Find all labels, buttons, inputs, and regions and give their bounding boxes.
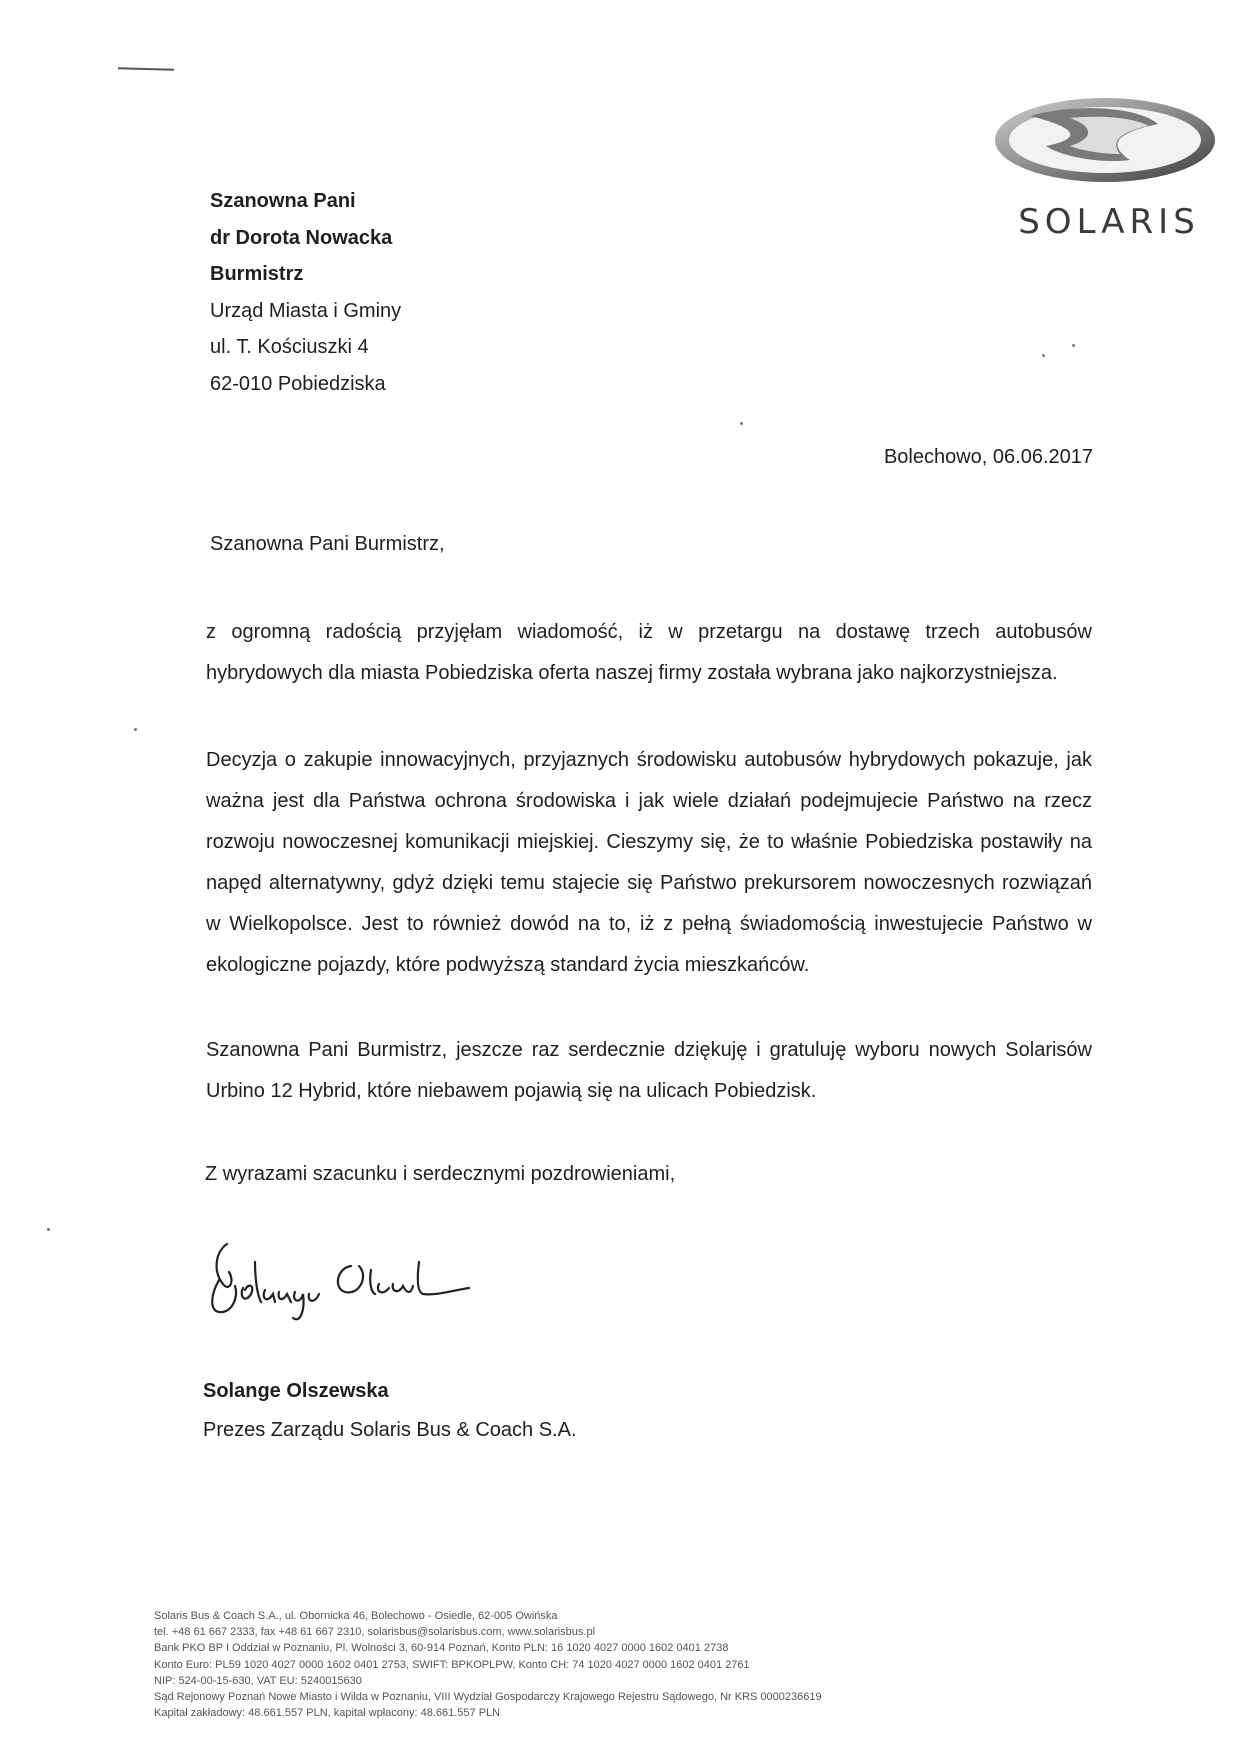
scan-artifact-dot	[740, 422, 743, 425]
company-footer	[154, 1608, 822, 1721]
footer-line: tel. +48 61 667 2333, fax +48 61 667 2310, solarisbus@solarisbus.com, www.solarisbus.pl	[154, 1626, 596, 1639]
signer-block	[203, 1372, 577, 1450]
body-paragraph-2: Decyzja o zakupie innowacyjnych, przyjaznych środowisku autobusów hybrydowych pokazuje, jak ważna jest dla Państwa ochrona środowiska i jak wiele działań podejmujecie Państwo na rzecz rozwoju nowoczesnej komunikacji miejskiej. Cieszymy się, że to właśnie Pobiedziska postawiły na napęd alternatywny, gdyż dzięki temu stajecie się Państwo prekursorem nowoczesnych rozwiązań w Wielkopolsce. Jest to również dowód na to, iż z pełną świadomością inwestujecie Państwo w ekologiczne pojazdy, które podwyższą standard życia mieszkańców.	[206, 749, 1092, 976]
handwritten-signature	[205, 1232, 485, 1322]
letter-date: Bolechowo, 06.06.2017	[883, 446, 1093, 468]
solaris-logo	[990, 90, 1220, 240]
signer-title: Prezes Zarządu Solaris Bus & Coach S.A.	[203, 1419, 577, 1441]
footer-line: Sąd Rejonowy Poznań Nowe Miasto i Wilda w Poznaniu, VIII Wydział Gospodarczy Krajowego Rejestru Sądowego, Nr KRS 0000236619	[154, 1691, 822, 1704]
body-paragraph-3: Szanowna Pani Burmistrz, jeszcze raz serdecznie dziękuję i gratuluję wyboru nowych Solarisów Urbino 12 Hybrid, które niebawem pojawią się na ulicach Pobiedzisk.	[206, 1039, 1092, 1102]
footer-line: Kapitał zakładowy: 48.661.557 PLN, kapitał wpłacony: 48.661.557 PLN	[154, 1707, 501, 1720]
recipient-address	[210, 183, 401, 402]
recipient-street: ul. T. Kościuszki 4	[210, 336, 369, 358]
recipient-name: dr Dorota Nowacka	[210, 226, 393, 249]
signer-name: Solange Olszewska	[203, 1380, 389, 1402]
recipient-greeting: Szanowna Pani	[210, 190, 356, 212]
solaris-s-emblem-icon	[990, 90, 1220, 200]
recipient-city: 62-010 Pobiedziska	[210, 372, 386, 395]
body-paragraph-1: z ogromną radością przyjęłam wiadomość, iż w przetargu na dostawę trzech autobusów hybrydowych dla miasta Pobiedziska oferta naszej firmy została wybrana jako najkorzystniejsza.	[206, 621, 1092, 684]
footer-line: Konto Euro: PL59 1020 4027 0000 1602 0401 2753, SWIFT: BPKOPLPW, Konto CH: 74 1020 4027 0000 1602 0401 2761	[154, 1658, 750, 1671]
scan-artifact-line	[118, 67, 174, 70]
salutation: Szanowna Pani Burmistrz,	[210, 533, 445, 555]
recipient-office: Urząd Miasta i Gminy	[210, 299, 402, 322]
footer-line: Solaris Bus & Coach S.A., ul. Obornicka 46, Bolechowo - Osiedle, 62-005 Owińska	[154, 1610, 558, 1622]
closing-line: Z wyrazami szacunku i serdecznymi pozdrowieniami,	[205, 1163, 676, 1185]
logo-wordmark: SOLARIS	[1018, 202, 1200, 242]
footer-line: Bank PKO BP I Oddział w Poznaniu, Pl. Wolności 3, 60-914 Poznań, Konto PLN: 16 1020 4027 0000 1602 0401 2738	[154, 1642, 729, 1655]
recipient-title: Burmistrz	[210, 263, 304, 285]
scan-artifact-dot	[47, 1228, 50, 1231]
scan-artifact-dot	[1072, 344, 1075, 347]
footer-line: NIP: 524-00-15-630, VAT EU: 5240015630	[154, 1674, 362, 1687]
scan-artifact-dot	[134, 728, 137, 731]
scan-artifact-dot	[1042, 354, 1045, 357]
